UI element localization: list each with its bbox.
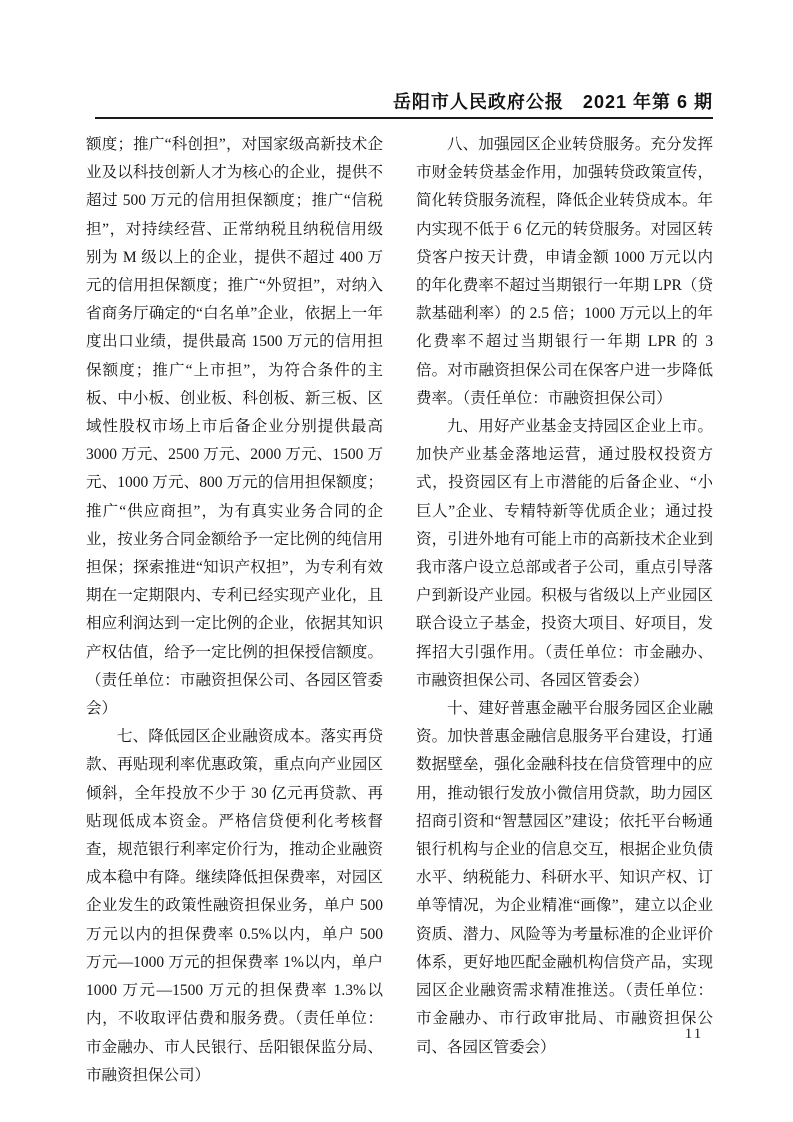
paragraph-section-8-loan-transfer-service: 八、加强园区企业转贷服务。充分发挥市财金转贷基金作用，加强转贷政策宣传，简化转贷服务流程，降低企业转贷成本。年内实现不低于 6 亿元的转贷服务。对园区转贷客户按天计费，申请金额 1000 万元以内的年化费率不超过当期银行一年期 LPR（贷款基础利率）的 2.5 倍；1000 万元以上的年化费率不超过当期银行一年期 LPR 的 3 倍。对市融资担保公司在保客户进一步降低费率。（责任单位：市融资担保公司） [416,136,713,407]
paragraph-section-10-inclusive-finance-platform: 十、建好普惠金融平台服务园区企业融资。加快普惠金融信息服务平台建设，打通数据壁垒，强化金融科技在信贷管理中的应用，推动银行发放小微信用贷款，助力园区招商引资和“智慧园区”建设；依托平台畅通银行机构与企业的信息交互，根据企业负债水平、纳税能力、科研水平、知识产权、订单等情况，为企业精准“画像”，建立以企业资质、潜力、风险等为考量标准的企业评价体系，更好地匹配金融机构信贷产品，实现园区企业融资需求精准推送。（责任单位：市金融办、市行政审批局、市融资担保公司、各园区管委会） [416,700,713,1056]
header-rule-divider [95,117,713,119]
right-text-column [416,131,713,1062]
paragraph-section-9-industry-fund-ipo: 九、用好产业基金支持园区企业上市。加快产业基金落地运营，通过股权投资方式，投资园区有上市潜能的后备企业、“小巨人”企业、专精特新等优质企业；通过投资，引进外地有可能上市的高新技术企业到我市落户设立总部或者子公司，重点引导落户到新设产业园。积极与省级以上产业园区联合设立子基金，投资大项目、好项目，发挥招大引强作用。（责任单位：市金融办、市融资担保公司、各园区管委会） [416,418,713,689]
left-text-column [86,131,383,1090]
paragraph-guarantee-continuation: 额度；推广“科创担”，对国家级高新技术企业及以科技创新人才为核心的企业，提供不超过 500 万元的信用担保额度；推广“信税担”，对持续经营、正常纳税且纳税信用级别为 M 级以上的企业，提供不超过 400 万元的信用担保额度；推广“外贸担”，对纳入省商务厅确定的“白名单”企业，依据上一年度出口业绩，提供最高 1500 万元的信用担保额度；推广“上市担”，为符合条件的主板、中小板、创业板、科创板、新三板、区域性股权市场上市后备企业分别提供最高 3000 万元、2500 万元、2000 万元、1500 万元、1000 万元、800 万元的信用担保额度；推广“供应商担”，为有真实业务合同的企业，按业务合同金额给予一定比例的纯信用担保；探索推进“知识产权担”，为专利有效期在一定期限内、专利已经实现产业化，且相应利润达到一定比例的企业，依据其知识产权估值，给予一定比例的担保授信额度。（责任单位：市融资担保公司、各园区管委会） [86,136,383,718]
page-number: 11 [684,1026,704,1042]
paragraph-section-7-lower-financing-cost: 七、降低园区企业融资成本。落实再贷款、再贴现利率优惠政策，重点向产业园区倾斜，全年投放不少于 30 亿元再贷款、再贴现低成本资金。严格信贷便利化考核督查，规范银行利率定价行为，推动企业融资成本稳中有降。继续降低担保费率，对园区企业发生的政策性融资担保业务，单户 500 万元以内的担保费率 0.5%以内，单户 500 万元—1000 万元的担保费率 1%以内，单户 1000 万元—1500 万元的担保费率 1.3%以内，不收取评估费和服务费。（责任单位：市金融办、市人民银行、岳阳银保监分局、市融资担保公司） [86,728,383,1084]
page-header-title: 岳阳市人民政府公报 2021 年第 6 期 [392,92,713,112]
